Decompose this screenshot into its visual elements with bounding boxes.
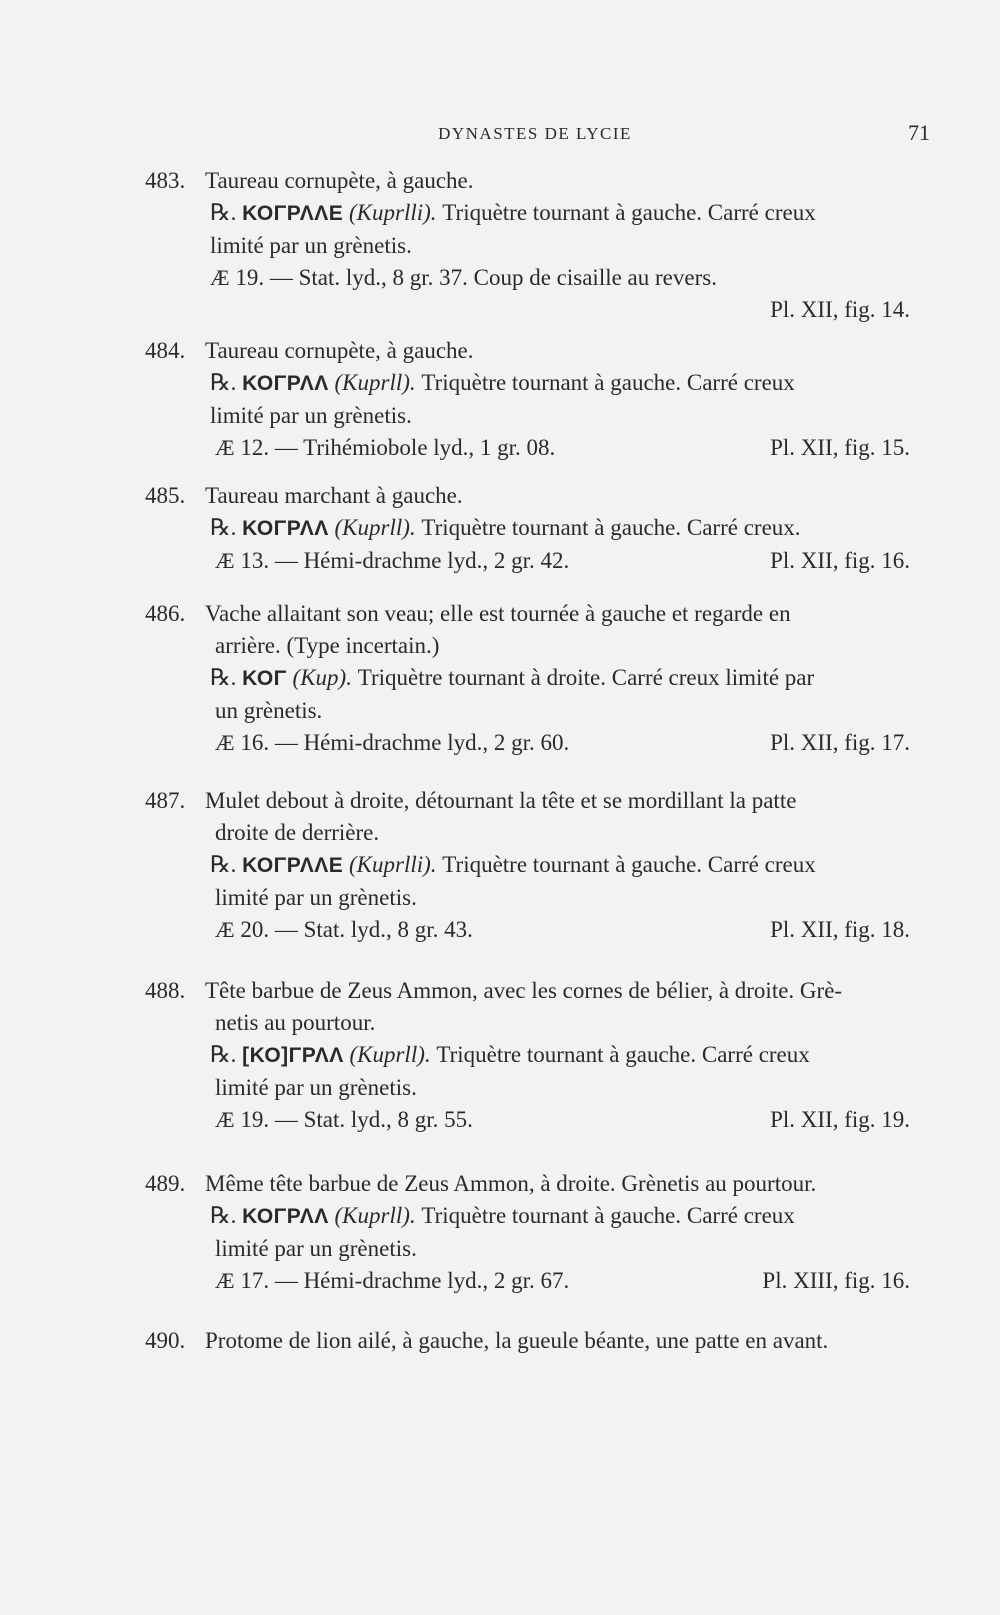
coin-details: 19. — Stat. lyd., 8 gr. 37. Coup de cisaille au revers. (229, 265, 717, 290)
running-title: DYNASTES DE LYCIE (438, 124, 632, 143)
reverse-mark: ℞. (210, 200, 237, 225)
obverse-description: Protome de lion ailé, à gauche, la gueule béante, une patte en avant. (205, 1328, 829, 1353)
reverse-description-cont: limité par un grènetis. (210, 403, 412, 428)
reverse-description: Triquètre tournant à gauche. Carré creux (415, 1203, 795, 1228)
page-header (140, 120, 930, 150)
transliteration: (Kuprlli). (349, 852, 437, 877)
reverse-mark: ℞. (210, 852, 237, 877)
catalog-entry-487 (145, 785, 930, 946)
coin-details: 12. — Trihémiobole lyd., 1 gr. 08. (234, 435, 556, 460)
obverse-description: Mulet debout à droite, détournant la tête et se mordillant la patte (205, 788, 797, 813)
obverse-description-cont: netis au pourtour. (215, 1010, 376, 1035)
obverse-description: Tête barbue de Zeus Ammon, avec les cornes de bélier, à droite. Grè- (205, 978, 843, 1003)
obverse-description: Vache allaitant son veau; elle est tournée à gauche et regarde en (205, 601, 791, 626)
entry-number: 488. (145, 978, 186, 1003)
plate-reference: Pl. XII, fig. 19. (770, 1107, 910, 1132)
catalog-entry-490 (145, 1325, 930, 1357)
reverse-description: Triquètre tournant à gauche. Carré creux (436, 200, 816, 225)
coin-legend: ΚΟΓΡΛΛΕ (242, 854, 344, 877)
coin-legend: ΚΟΓ (242, 667, 287, 690)
catalog-entry-485 (145, 480, 930, 577)
transliteration: (Kuprll). (334, 370, 416, 395)
obverse-description: Taureau cornupète, à gauche. (205, 338, 474, 363)
metal-symbol: Æ (215, 730, 235, 755)
entry-number: 489. (145, 1171, 186, 1196)
reverse-description: Triquètre tournant à droite. Carré creux limité par (351, 665, 815, 690)
reverse-mark: ℞. (210, 1042, 237, 1067)
plate-reference: Pl. XII, fig. 15. (770, 435, 910, 460)
coin-legend: ΚΟΓΡΛΛ (242, 372, 329, 395)
metal-symbol: Æ (215, 917, 235, 942)
reverse-mark: ℞. (210, 665, 237, 690)
entry-number: 483. (145, 168, 186, 193)
reverse-mark: ℞. (210, 370, 237, 395)
transliteration: (Kuprlli). (349, 200, 437, 225)
obverse-description: Taureau cornupète, à gauche. (205, 168, 474, 193)
reverse-description: Triquètre tournant à gauche. Carré creux (430, 1042, 810, 1067)
catalog-entry-489 (145, 1168, 930, 1297)
catalog-entry-486 (145, 598, 930, 759)
transliteration: (Kup). (292, 665, 352, 690)
coin-legend: ΚΟΓΡΛΛ (242, 517, 329, 540)
entry-number: 486. (145, 601, 186, 626)
plate-reference: Pl. XII, fig. 14. (770, 297, 910, 322)
plate-reference: Pl. XII, fig. 16. (770, 548, 910, 573)
entry-number: 484. (145, 338, 186, 363)
obverse-description: Taureau marchant à gauche. (205, 483, 463, 508)
transliteration: (Kuprll). (349, 1042, 431, 1067)
catalog-entry-484 (145, 335, 930, 464)
page-number: 71 (908, 120, 930, 145)
coin-details: 13. — Hémi-drachme lyd., 2 gr. 42. (234, 548, 570, 573)
reverse-description: Triquètre tournant à gauche. Carré creux (415, 370, 795, 395)
reverse-description: Triquètre tournant à gauche. Carré creux (436, 852, 816, 877)
reverse-description-cont: limité par un grènetis. (215, 1075, 417, 1100)
metal-symbol: Æ (210, 265, 230, 290)
coin-details: 17. — Hémi-drachme lyd., 2 gr. 67. (234, 1268, 570, 1293)
entry-number: 490. (145, 1328, 186, 1353)
coin-legend: ΚΟΓΡΛΛ (242, 1205, 329, 1228)
entry-number: 487. (145, 788, 186, 813)
entry-number: 485. (145, 483, 186, 508)
reverse-description: Triquètre tournant à gauche. Carré creux. (415, 515, 801, 540)
plate-reference: Pl. XII, fig. 17. (770, 730, 910, 755)
plate-reference: Pl. XII, fig. 18. (770, 917, 910, 942)
reverse-mark: ℞. (210, 1203, 237, 1228)
coin-details: 20. — Stat. lyd., 8 gr. 43. (234, 917, 473, 942)
coin-legend: ΚΟΓΡΛΛΕ (242, 202, 344, 225)
reverse-description-cont: limité par un grènetis. (215, 885, 417, 910)
obverse-description: Même tête barbue de Zeus Ammon, à droite. Grènetis au pourtour. (205, 1171, 817, 1196)
coin-details: 16. — Hémi-drachme lyd., 2 gr. 60. (234, 730, 570, 755)
obverse-description-cont: droite de derrière. (215, 820, 380, 845)
reverse-mark: ℞. (210, 515, 237, 540)
reverse-description-cont: un grènetis. (215, 698, 323, 723)
plate-reference: Pl. XIII, fig. 16. (762, 1268, 910, 1293)
reverse-description-cont: limité par un grènetis. (210, 233, 412, 258)
metal-symbol: Æ (215, 1107, 235, 1132)
metal-symbol: Æ (215, 1268, 235, 1293)
metal-symbol: Æ (215, 548, 235, 573)
coin-legend: [ΚΟ]ΓΡΛΛ (242, 1044, 344, 1067)
transliteration: (Kuprll). (334, 1203, 416, 1228)
reverse-description-cont: limité par un grènetis. (215, 1236, 417, 1261)
metal-symbol: Æ (215, 435, 235, 460)
catalog-entry-488 (145, 975, 930, 1136)
catalog-entry-483 (145, 165, 930, 326)
coin-details: 19. — Stat. lyd., 8 gr. 55. (234, 1107, 473, 1132)
transliteration: (Kuprll). (334, 515, 416, 540)
obverse-description-cont: arrière. (Type incertain.) (215, 633, 440, 658)
